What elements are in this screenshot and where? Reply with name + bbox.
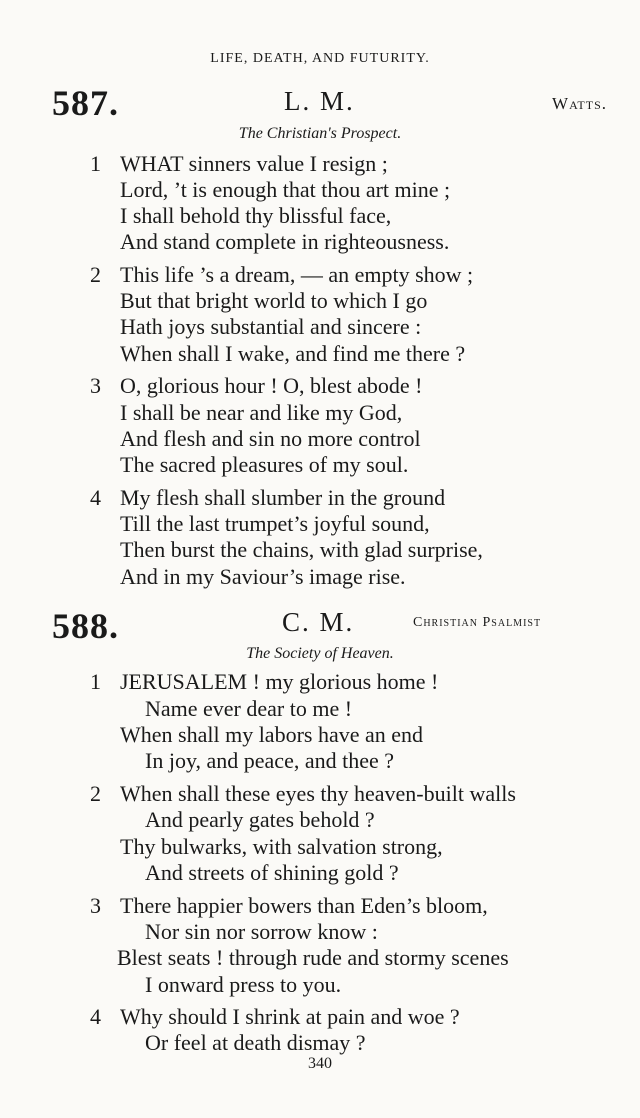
- verse-line: There happier bowers than Eden’s bloom,: [120, 893, 488, 918]
- stanza-number: 4: [90, 1004, 101, 1029]
- running-head: LIFE, DEATH, AND FUTURITY.: [210, 51, 430, 66]
- verse-line: Thy bulwarks, with salvation strong,: [120, 834, 443, 859]
- verse-line: Nor sin nor sorrow know :: [145, 919, 378, 944]
- stanza-number: 1: [90, 669, 101, 694]
- verse-line: And in my Saviour’s image rise.: [120, 564, 406, 589]
- verse-line: Why should I shrink at pain and woe ?: [120, 1004, 460, 1029]
- stanza-number: 2: [90, 781, 101, 806]
- verse-line: WHAT sinners value I resign ;: [120, 151, 388, 176]
- verse-line: When shall these eyes thy heaven-built walls: [120, 781, 516, 806]
- verse-line: And flesh and sin no more control: [120, 426, 421, 451]
- verse-line: Blest seats ! through rude and stormy scenes: [117, 945, 509, 970]
- verse-line: Then burst the chains, with glad surprise,: [120, 537, 483, 562]
- hymn-author: Watts.: [552, 94, 607, 113]
- hymn-title: The Society of Heaven.: [246, 645, 394, 662]
- page-number: 340: [308, 1055, 332, 1072]
- hymn-title: The Christian's Prospect.: [238, 125, 402, 142]
- stanza-number: 2: [90, 262, 101, 287]
- verse-line: Name ever dear to me !: [145, 696, 353, 721]
- verse-line: When shall I wake, and find me there ?: [120, 341, 466, 366]
- verse-line: Hath joys substantial and sincere :: [120, 314, 422, 339]
- verse-line: O, glorious hour ! O, blest abode !: [120, 373, 423, 398]
- hymn-587-header: [0, 82, 640, 122]
- hymn-588-header: [0, 605, 640, 645]
- verse-line: Or feel at death dismay ?: [145, 1030, 366, 1055]
- hymn-number: 588.: [52, 606, 119, 646]
- verse-line: Till the last trumpet’s joyful sound,: [120, 511, 430, 536]
- verse-line: I shall be near and like my God,: [120, 400, 403, 425]
- stanza-number: 3: [90, 893, 101, 918]
- hymn-meter: L. M.: [284, 86, 355, 116]
- verse-line: The sacred pleasures of my soul.: [120, 452, 409, 477]
- stanza-number: 3: [90, 373, 101, 398]
- stanza-number: 1: [90, 151, 101, 176]
- verse-line: I shall behold thy blissful face,: [120, 203, 392, 228]
- verse-line: And stand complete in righteousness.: [120, 229, 450, 254]
- hymn-number: 587.: [52, 83, 119, 123]
- verse-line: My flesh shall slumber in the ground: [120, 485, 446, 510]
- verse-line: This life ’s a dream, — an empty show ;: [120, 262, 474, 287]
- verse-line: And pearly gates behold ?: [145, 807, 375, 832]
- verse-line: When shall my labors have an end: [120, 722, 424, 747]
- verse-line: In joy, and peace, and thee ?: [145, 748, 395, 773]
- verse-line: And streets of shining gold ?: [145, 860, 399, 885]
- verse-line: Lord, ’t is enough that thou art mine ;: [120, 177, 451, 202]
- hymn-author: Christian Psalmist: [413, 615, 542, 630]
- verse-line: I onward press to you.: [145, 972, 342, 997]
- hymn-meter: C. M.: [282, 607, 355, 637]
- verse-line: But that bright world to which I go: [120, 288, 428, 313]
- verse-line: JERUSALEM ! my glorious home !: [120, 669, 439, 694]
- stanza-number: 4: [90, 485, 101, 510]
